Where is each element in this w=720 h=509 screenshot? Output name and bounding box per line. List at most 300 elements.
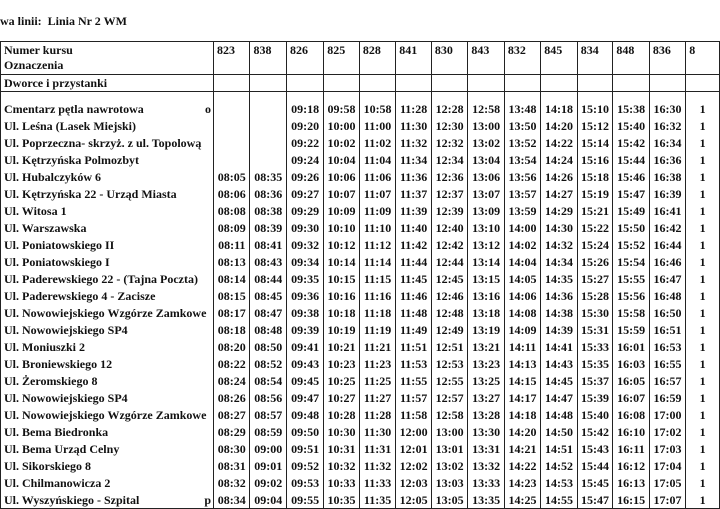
departure-time: 08:43 [250, 254, 286, 271]
stop-name: Ul. Moniuszki 2 [4, 340, 86, 354]
departure-time: 14:55 [541, 492, 577, 509]
departure-time: 13:14 [468, 254, 504, 271]
stop-cell [1, 407, 214, 424]
departure-time: 09:58 [324, 101, 360, 118]
departure-time: 14:50 [541, 424, 577, 441]
departure-time: 15:45 [577, 475, 613, 492]
table-row [1, 186, 720, 203]
departure-time: 13:59 [504, 203, 540, 220]
departure-time: 11:42 [396, 237, 432, 254]
departure-time: 11:33 [359, 475, 395, 492]
departure-time: 13:35 [468, 492, 504, 509]
departure-time: 08:38 [250, 203, 286, 220]
departure-time: 13:30 [468, 424, 504, 441]
departure-time: 17:02 [649, 424, 685, 441]
departure-time: 12:44 [431, 254, 467, 271]
departure-time: 12:05 [396, 492, 432, 509]
departure-time: 13:09 [468, 203, 504, 220]
stop-name: Ul. Warszawska [4, 221, 87, 235]
departure-time: 13:50 [504, 118, 540, 135]
departure-time: 11:48 [396, 305, 432, 322]
departure-time: 14:51 [541, 441, 577, 458]
departure-time: 1 [686, 118, 720, 135]
departure-time: 10:14 [324, 254, 360, 271]
departure-time: 12:34 [431, 152, 467, 169]
departure-time: 10:09 [324, 203, 360, 220]
departure-time: 16:32 [649, 118, 685, 135]
table-row [1, 101, 720, 118]
departure-time: 16:47 [649, 271, 685, 288]
departure-time: 16:38 [649, 169, 685, 186]
departure-time: 11:19 [359, 322, 395, 339]
stop-name: Ul. Kętrzyńska Polmozbyt [4, 153, 139, 167]
stop-cell [1, 118, 214, 135]
stop-name: Ul. Żeromskiego 8 [4, 374, 98, 388]
table-row [1, 492, 720, 509]
course-number: 832 [504, 42, 540, 75]
departure-time: 15:42 [577, 424, 613, 441]
stop-name: Ul. Witosa 1 [4, 204, 67, 218]
stop-cell [1, 322, 214, 339]
departure-time: 14:43 [541, 356, 577, 373]
stop-name: Ul. Paderewskiego 22 - (Tajna Poczta) [4, 272, 198, 286]
departure-time: 11:53 [396, 356, 432, 373]
departure-time [250, 152, 286, 169]
departure-time: 14:20 [504, 424, 540, 441]
departure-time: 13:01 [431, 441, 467, 458]
departure-time: 13:00 [431, 424, 467, 441]
departure-time: 13:23 [468, 356, 504, 373]
departure-time: 15:59 [613, 322, 649, 339]
departure-time: 08:08 [214, 203, 250, 220]
departure-time: 09:51 [286, 441, 323, 458]
table-row [1, 203, 720, 220]
departure-time: 16:48 [649, 288, 685, 305]
departure-time: 14:29 [541, 203, 577, 220]
departure-time: 08:44 [250, 271, 286, 288]
stop-name: Ul. Bema Urząd Celny [4, 442, 120, 456]
departure-time: 16:41 [649, 203, 685, 220]
departure-time: 10:15 [324, 271, 360, 288]
departure-time: 11:10 [359, 220, 395, 237]
departure-time: 08:59 [250, 424, 286, 441]
departure-time: 13:03 [431, 475, 467, 492]
departure-time: 11:23 [359, 356, 395, 373]
departure-time: 10:58 [359, 101, 395, 118]
departure-time: 12:58 [468, 101, 504, 118]
table-row [1, 152, 720, 169]
departure-time: 14:35 [541, 271, 577, 288]
departure-time: 14:36 [541, 288, 577, 305]
departure-time: 10:19 [324, 322, 360, 339]
departure-time: 14:24 [541, 152, 577, 169]
departure-time: 14:39 [541, 322, 577, 339]
departure-time: 15:54 [613, 254, 649, 271]
departure-time: 13:10 [468, 220, 504, 237]
departure-time: 09:29 [286, 203, 323, 220]
departure-time: 11:30 [359, 424, 395, 441]
departure-time: 10:06 [324, 169, 360, 186]
departure-time: 15:31 [577, 322, 613, 339]
departure-time: 16:34 [649, 135, 685, 152]
departure-time: 10:12 [324, 237, 360, 254]
stop-name: Ul. Paderewskiego 4 - Zacisze [4, 289, 156, 303]
departure-time: 14:26 [541, 169, 577, 186]
departure-time: 12:39 [431, 203, 467, 220]
departure-time: 09:41 [286, 339, 323, 356]
departure-time: 08:39 [250, 220, 286, 237]
table-row [1, 254, 720, 271]
departure-time: 16:30 [649, 101, 685, 118]
departure-time: 10:10 [324, 220, 360, 237]
departure-time: 12:36 [431, 169, 467, 186]
stop-cell [1, 492, 214, 509]
departure-time: 16:12 [613, 458, 649, 475]
departure-time: 11:44 [396, 254, 432, 271]
departure-time: 08:17 [214, 305, 250, 322]
departure-time: 16:59 [649, 390, 685, 407]
table-row [1, 237, 720, 254]
departure-time: 13:02 [468, 135, 504, 152]
departure-time: 11:45 [396, 271, 432, 288]
stop-name: Ul. Broniewskiego 12 [4, 357, 113, 371]
departure-time: 1 [686, 254, 720, 271]
departure-time: 16:13 [613, 475, 649, 492]
departure-time: 14:47 [541, 390, 577, 407]
departure-time: 15:44 [613, 152, 649, 169]
departure-time: 15:12 [577, 118, 613, 135]
header-row [1, 42, 720, 75]
departure-time: 14:18 [504, 407, 540, 424]
departure-time: 09:01 [250, 458, 286, 475]
departure-time: 08:57 [250, 407, 286, 424]
departure-time: 1 [686, 186, 720, 203]
departure-time: 13:05 [431, 492, 467, 509]
stop-cell [1, 339, 214, 356]
departure-time: 17:04 [649, 458, 685, 475]
departure-time: 08:20 [214, 339, 250, 356]
departure-time: 12:02 [396, 458, 432, 475]
departure-time: 12:49 [431, 322, 467, 339]
departure-time: 08:26 [214, 390, 250, 407]
departure-time: 14:41 [541, 339, 577, 356]
departure-time: 1 [686, 271, 720, 288]
departure-time: 16:05 [613, 373, 649, 390]
departure-time: 13:06 [468, 169, 504, 186]
departure-time: 13:32 [468, 458, 504, 475]
course-number: 845 [541, 42, 577, 75]
departure-time: 16:46 [649, 254, 685, 271]
departure-time: 11:25 [359, 373, 395, 390]
departure-time: 11:27 [359, 390, 395, 407]
stop-flag: o [205, 102, 212, 116]
departure-time: 13:04 [468, 152, 504, 169]
departure-time: 15:47 [613, 186, 649, 203]
departure-time: 09:45 [286, 373, 323, 390]
departure-time: 10:00 [324, 118, 360, 135]
departure-time: 14:52 [541, 458, 577, 475]
departure-time: 1 [686, 339, 720, 356]
departure-time: 11:46 [396, 288, 432, 305]
departure-time: 16:51 [649, 322, 685, 339]
departure-time: 14:08 [504, 305, 540, 322]
section-row [1, 75, 720, 92]
course-number: 836 [649, 42, 685, 75]
departure-time: 1 [686, 458, 720, 475]
stop-name: Ul. Nowowiejskiego SP4 [4, 391, 128, 405]
departure-time: 14:15 [504, 373, 540, 390]
departure-time: 15:58 [613, 305, 649, 322]
stop-cell [1, 271, 214, 288]
departure-time: 1 [686, 169, 720, 186]
departure-time: 12:57 [431, 390, 467, 407]
table-row [1, 288, 720, 305]
departure-time: 11:30 [396, 118, 432, 135]
departure-time: 12:40 [431, 220, 467, 237]
departure-time: 12:30 [431, 118, 467, 135]
departure-time: 12:01 [396, 441, 432, 458]
departure-time: 15:55 [613, 271, 649, 288]
course-number: 834 [577, 42, 613, 75]
departure-time: 11:00 [359, 118, 395, 135]
stop-cell [1, 169, 214, 186]
stop-name: Ul. Bema Biedronka [4, 425, 109, 439]
departure-time: 13:31 [468, 441, 504, 458]
departure-time: 15:35 [577, 356, 613, 373]
departure-time: 15:40 [577, 407, 613, 424]
departure-time: 09:34 [286, 254, 323, 271]
table-row [1, 305, 720, 322]
departure-time: 13:12 [468, 237, 504, 254]
departure-time: 16:42 [649, 220, 685, 237]
departure-time: 15:47 [577, 492, 613, 509]
departure-time: 13:00 [468, 118, 504, 135]
departure-time: 1 [686, 492, 720, 509]
departure-time: 17:05 [649, 475, 685, 492]
departure-time: 16:36 [649, 152, 685, 169]
departure-time: 14:48 [541, 407, 577, 424]
departure-time: 12:42 [431, 237, 467, 254]
departure-time: 15:26 [577, 254, 613, 271]
departure-time: 11:36 [396, 169, 432, 186]
departure-time: 08:48 [250, 322, 286, 339]
departure-time: 14:18 [541, 101, 577, 118]
departure-time: 10:32 [324, 458, 360, 475]
departure-time: 11:58 [396, 407, 432, 424]
departure-time: 11:12 [359, 237, 395, 254]
departure-time: 08:32 [214, 475, 250, 492]
stop-cell [1, 373, 214, 390]
departure-time: 15:16 [577, 152, 613, 169]
departure-time: 09:32 [286, 237, 323, 254]
departure-time: 13:57 [504, 186, 540, 203]
departure-time: 12:45 [431, 271, 467, 288]
departure-time: 09:22 [286, 135, 323, 152]
table-row [1, 220, 720, 237]
stop-name: Ul. Leśna (Lasek Miejski) [4, 119, 136, 133]
departure-time: 11:55 [396, 373, 432, 390]
departure-time: 14:20 [541, 118, 577, 135]
departure-time: 08:56 [250, 390, 286, 407]
departure-time: 08:05 [214, 169, 250, 186]
departure-time: 13:48 [504, 101, 540, 118]
table-row [1, 458, 720, 475]
departure-time: 11:21 [359, 339, 395, 356]
departure-time: 11:49 [396, 322, 432, 339]
departure-time: 11:32 [359, 458, 395, 475]
line-title [0, 14, 127, 29]
departure-time: 12:46 [431, 288, 467, 305]
departure-time: 16:15 [613, 492, 649, 509]
departure-time: 15:19 [577, 186, 613, 203]
departure-time: 14:00 [504, 220, 540, 237]
departure-time [214, 118, 250, 135]
departure-time: 11:15 [359, 271, 395, 288]
departure-time: 1 [686, 373, 720, 390]
departure-time: 10:27 [324, 390, 360, 407]
table-row [1, 407, 720, 424]
departure-time: 11:32 [396, 135, 432, 152]
stop-cell [1, 424, 214, 441]
departure-time: 14:09 [504, 322, 540, 339]
departure-time: 13:02 [431, 458, 467, 475]
departure-time: 10:35 [324, 492, 360, 509]
departure-time: 12:00 [396, 424, 432, 441]
departure-time: 15:40 [613, 118, 649, 135]
departure-time: 08:14 [214, 271, 250, 288]
timetable [0, 41, 720, 509]
departure-time: 13:15 [468, 271, 504, 288]
departure-time: 11:06 [359, 169, 395, 186]
departure-time: 12:58 [431, 407, 467, 424]
departure-time: 1 [686, 407, 720, 424]
departure-time: 08:36 [250, 186, 286, 203]
departure-time: 11:14 [359, 254, 395, 271]
table-row [1, 169, 720, 186]
departure-time: 14:22 [504, 458, 540, 475]
departure-time: 1 [686, 288, 720, 305]
departure-time: 11:02 [359, 135, 395, 152]
departure-time: 15:18 [577, 169, 613, 186]
stop-cell [1, 203, 214, 220]
stop-cell [1, 356, 214, 373]
departure-time: 15:39 [577, 390, 613, 407]
departure-time: 15:28 [577, 288, 613, 305]
course-number: 830 [431, 42, 467, 75]
stop-cell [1, 288, 214, 305]
departure-time: 17:03 [649, 441, 685, 458]
section-label: Dworce i przystanki [1, 75, 214, 92]
departure-time: 16:11 [613, 441, 649, 458]
departure-time: 11:35 [359, 492, 395, 509]
stop-cell [1, 186, 214, 203]
stop-flag: p [204, 492, 212, 507]
stop-name: Ul. Hubalczyków 6 [4, 170, 102, 184]
departure-time: 08:29 [214, 424, 250, 441]
departure-time: 08:27 [214, 407, 250, 424]
departure-time: 08:34 [214, 492, 250, 509]
departure-time: 10:07 [324, 186, 360, 203]
departure-time [250, 101, 286, 118]
departure-time: 12:37 [431, 186, 467, 203]
departure-time: 15:22 [577, 220, 613, 237]
departure-time: 15:43 [577, 441, 613, 458]
departure-time: 12:32 [431, 135, 467, 152]
departure-time: 15:37 [577, 373, 613, 390]
departure-time: 15:10 [577, 101, 613, 118]
departure-time [214, 101, 250, 118]
departure-time: 09:18 [286, 101, 323, 118]
departure-time: 11:28 [359, 407, 395, 424]
stop-cell [1, 305, 214, 322]
departure-time: 08:54 [250, 373, 286, 390]
departure-time: 13:07 [468, 186, 504, 203]
departure-time: 1 [686, 237, 720, 254]
table-row [1, 475, 720, 492]
departure-time: 10:30 [324, 424, 360, 441]
departure-time: 10:31 [324, 441, 360, 458]
departure-time: 11:57 [396, 390, 432, 407]
departure-time: 12:28 [431, 101, 467, 118]
departure-time: 11:16 [359, 288, 395, 305]
table-row [1, 373, 720, 390]
departure-time: 09:50 [286, 424, 323, 441]
departure-time: 10:18 [324, 305, 360, 322]
departure-time: 15:27 [577, 271, 613, 288]
designation-label: Oznaczenia [4, 58, 64, 72]
departure-time: 14:13 [504, 356, 540, 373]
departure-time: 10:28 [324, 407, 360, 424]
departure-time: 12:51 [431, 339, 467, 356]
departure-time: 13:16 [468, 288, 504, 305]
departure-time: 13:54 [504, 152, 540, 169]
departure-time: 10:16 [324, 288, 360, 305]
departure-time: 11:39 [396, 203, 432, 220]
departure-time: 13:27 [468, 390, 504, 407]
departure-time: 15:21 [577, 203, 613, 220]
table-row [1, 339, 720, 356]
stop-cell [1, 220, 214, 237]
stop-cell [1, 441, 214, 458]
table-row [1, 424, 720, 441]
departure-time: 10:02 [324, 135, 360, 152]
departure-time [214, 135, 250, 152]
departure-time: 13:19 [468, 322, 504, 339]
departure-time: 09:35 [286, 271, 323, 288]
departure-time: 16:03 [613, 356, 649, 373]
departure-time: 08:11 [214, 237, 250, 254]
departure-time: 16:07 [613, 390, 649, 407]
departure-time: 10:04 [324, 152, 360, 169]
departure-time: 1 [686, 475, 720, 492]
departure-time: 1 [686, 390, 720, 407]
departure-time: 1 [686, 203, 720, 220]
departure-time: 16:01 [613, 339, 649, 356]
departure-time: 14:53 [541, 475, 577, 492]
course-number: 848 [613, 42, 649, 75]
departure-time: 16:57 [649, 373, 685, 390]
departure-time: 11:09 [359, 203, 395, 220]
departure-time: 14:27 [541, 186, 577, 203]
departure-time: 1 [686, 135, 720, 152]
header-labels-cell [1, 42, 214, 75]
departure-time: 08:13 [214, 254, 250, 271]
departure-time: 14:21 [504, 441, 540, 458]
departure-time [250, 118, 286, 135]
departure-time: 09:24 [286, 152, 323, 169]
departure-time: 1 [686, 322, 720, 339]
stop-cell [1, 458, 214, 475]
